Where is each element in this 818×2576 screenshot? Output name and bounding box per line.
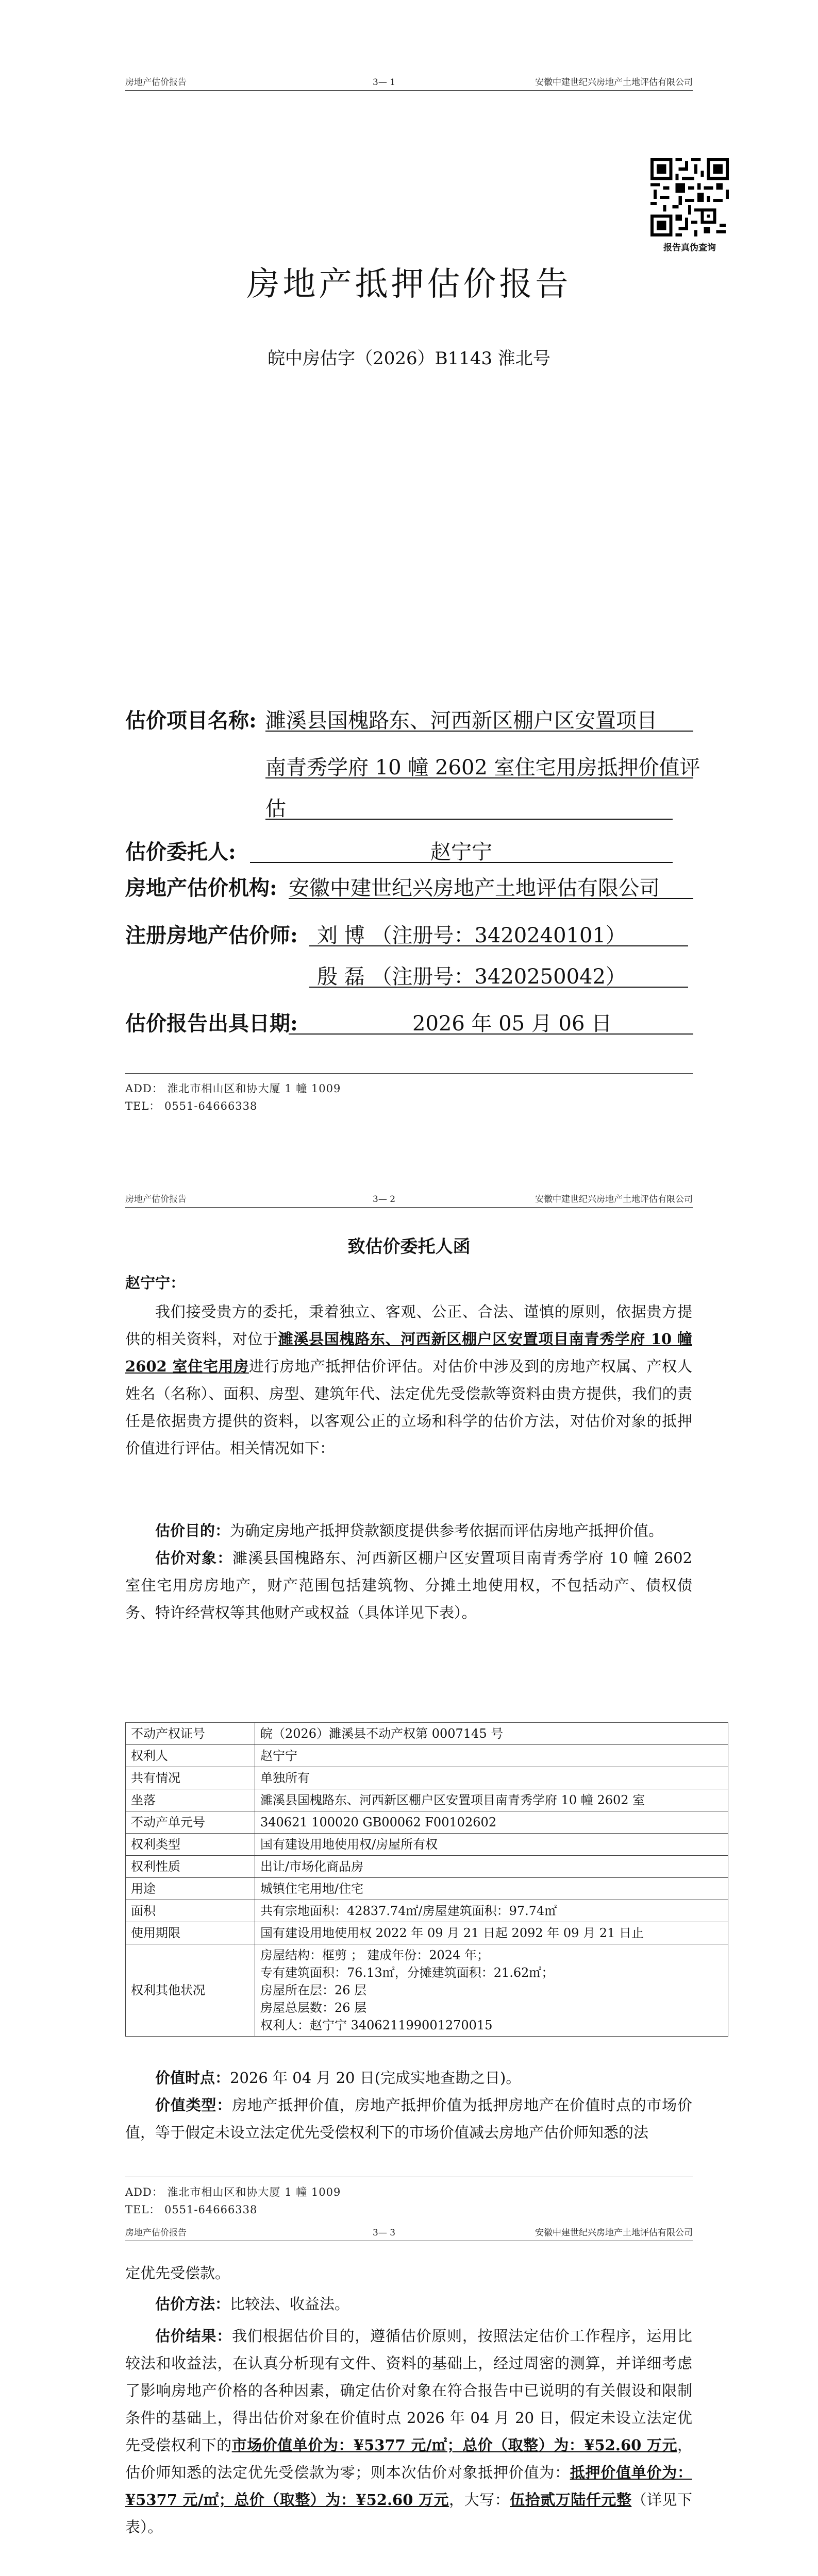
other-status-line: 房屋所在层：26 层 [260,1983,367,1997]
appraiser-2: 殷 磊 （注册号：3420250042） [317,965,626,989]
property-value: 赵宁宁 [255,1745,728,1767]
property-row [126,1922,728,1944]
qr-code-icon[interactable] [650,158,729,236]
other-status-line: 权利人：赵宁宁 340621199001270015 [260,2018,493,2032]
other-status-line: 专有建筑面积：76.13㎡，分摊建筑面积：21.62㎡； [260,1965,554,1980]
underline [265,777,693,778]
project-line-1: 濉溪县国槐路东、河西新区棚户区安置项目 [265,709,657,733]
appraiser-1: 刘 博 （注册号：3420240101） [317,924,626,947]
project-line-3: 估 [265,797,286,821]
underline [309,945,688,946]
property-key: 权利类型 [126,1834,255,1856]
property-row [126,1723,728,1745]
property-key: 共有情况 [126,1767,255,1789]
value-type-continued: 定优先受偿款。 [125,2264,230,2282]
underline [265,819,673,820]
page-header [125,74,693,91]
property-value: 出让/市场化商品房 [255,1856,728,1878]
property-key: 不动产单元号 [126,1811,255,1834]
property-row [126,1767,728,1789]
letter-intro: 我们接受贵方的委托，秉着独立、客观、公正、合法、谨慎的原则，依据贵方提供的相关资料，对位于濉溪县国槐路东、河西新区棚户区安置项目南青秀学府 10 幢 2602 室住宅用房进行房地产抵押估价评估。对估价中涉及到的房地产权属、产权人姓名（名称）、面积、房型、建筑年代、法定优先受偿款等资料由贵方提供，我们的责任是依据贵方提供的资料，以客观公正的立场和科学的估价方法，对估价对象的抵押价值进行评估。相关情况如下： [125,1303,692,1457]
report-title: 房地产抵押估价报告 [246,265,572,303]
letter-title: 致估价委托人函 [347,1236,471,1257]
underline [265,731,693,732]
page-header [125,1191,693,1208]
property-value: 国有建设用地使用权/房屋所有权 [255,1834,728,1856]
client-label: 估价委托人: [125,840,236,864]
header-page-number: 3— 1 [373,77,396,88]
property-row [126,1856,728,1878]
report-number: 皖中房估字（2026）B1143 淮北号 [268,348,550,369]
underline [289,1033,693,1035]
appraiser-label: 注册房地产估价师: [125,923,298,947]
property-value: 濉溪县国槐路东、河西新区棚户区安置项目南青秀学府 10 幢 2602 室 [255,1789,728,1811]
header-rule [125,90,693,91]
underline [289,898,693,899]
agency-label: 房地产估价机构: [125,876,277,900]
footer-tel: TEL： 0551-64666338 [125,1100,258,1112]
header-page-number: 3— 2 [373,1194,396,1205]
date-value: 2026 年 05 月 06 日 [412,1012,612,1036]
header-left: 房地产估价报告 [125,77,187,88]
underline [250,862,673,863]
property-key: 权利性质 [126,1856,255,1878]
property-key: 用途 [126,1878,255,1900]
property-table [125,1722,728,2037]
qr-caption: 报告真伪查询 [663,243,716,253]
property-key: 使用期限 [126,1922,255,1944]
property-value: 皖（2026）濉溪县不动产权第 0007145 号 [255,1723,728,1745]
object-paragraph: 估价对象：濉溪县国槐路东、河西新区棚户区安置项目南青秀学府 10 幢 2602 室住宅用房房地产，财产范围包括建筑物、分摊土地使用权，不包括动产、债权债务、特许经营权等其他财产或权益（具体详见下表）。 [125,1549,692,1621]
property-value: 单独所有 [255,1767,728,1789]
client-value: 赵宁宁 [430,840,492,864]
method-paragraph: 估价方法：比较法、收益法。 [155,2295,350,2313]
property-key: 坐落 [126,1789,255,1811]
footer-address: ADD： 淮北市相山区和协大厦 1 幢 1009 [125,2186,341,2198]
property-value: 国有建设用地使用权 2022 年 09 月 21 日起 2092 年 09 月 21 日止 [255,1922,728,1944]
property-row [126,1878,728,1900]
property-key: 不动产权证号 [126,1723,255,1745]
date-label: 估价报告出具日期: [125,1011,298,1036]
property-value: 340621 100020 GB00062 F00102602 [255,1811,728,1834]
footer-tel: TEL： 0551-64666338 [125,2204,258,2216]
project-label: 估价项目名称: [125,708,257,733]
property-key: 面积 [126,1900,255,1922]
property-row [126,1944,728,2037]
header-company: 安徽中建世纪兴房地产土地评估有限公司 [535,2228,693,2238]
other-status-line: 房屋结构：框剪 ； 建成年份：2024 年； [260,1948,489,1962]
property-row [126,1811,728,1834]
header-company: 安徽中建世纪兴房地产土地评估有限公司 [535,1194,693,1205]
property-key: 权利其他状况 [126,1944,255,2037]
underline [309,987,688,988]
property-value [255,1944,728,2037]
footer-address: ADD： 淮北市相山区和协大厦 1 幢 1009 [125,1082,341,1095]
agency-value: 安徽中建世纪兴房地产土地评估有限公司 [289,876,660,900]
header-company: 安徽中建世纪兴房地产土地评估有限公司 [535,77,693,88]
property-row [126,1900,728,1922]
page-footer [125,1073,693,1115]
header-left: 房地产估价报告 [125,2228,187,2238]
page-footer [125,2177,693,2218]
property-value: 城镇住宅用地/住宅 [255,1878,728,1900]
property-row [126,1789,728,1811]
header-left: 房地产估价报告 [125,1194,187,1205]
purpose-paragraph: 估价目的：为确定房地产抵押贷款额度提供参考依据而评估房地产抵押价值。 [155,1522,664,1539]
property-row [126,1834,728,1856]
property-key: 权利人 [126,1745,255,1767]
page-header [125,2225,693,2241]
property-row [126,1745,728,1767]
header-page-number: 3— 3 [373,2228,396,2238]
header-rule [125,1207,693,1208]
project-line-2: 南青秀学府 10 幢 2602 室住宅用房抵押价值评 [265,756,700,779]
other-status-line: 房屋总层数：26 层 [260,2001,367,2015]
result-paragraph: 估价结果：我们根据估价目的，遵循估价原则，按照法定估价工作程序，运用比较法和收益法，在认真分析现有文件、资料的基础上，经过周密的测算，并详细考虑了影响房地产价格的各种因素，确定估价对象在符合报告中已说明的有关假设和限制条件的基础上，得出估价对象在价值时点 2026 年 04 月 20 日，假定未设立法定优先受偿权利下的市场价值单价为：¥5377 元/㎡；总价（取整）为：¥52.60 万元，估价师知悉的法定优先受偿款为零；则本次估价对象抵押价值为：抵押价值单价为：¥5377 元/㎡；总价（取整）为：¥52.60 万元，大写：伍拾贰万陆仟元整（详见下表）。 [125,2327,692,2536]
value-date-paragraph: 价值时点：2026 年 04 月 20 日(完成实地查勘之日)。 [155,2069,521,2087]
value-type-paragraph: 价值类型：房地产抵押价值，房地产抵押价值为抵押房地产在价值时点的市场价值，等于假定未设立法定优先受偿权利下的市场价值减去房地产估价师知悉的法 [125,2096,692,2141]
object-highlight: 濉溪县国槐路东、河西新区棚户区安置项目南青秀学府 10 幢 2602 室住宅用房 [125,1330,692,1375]
letter-salutation: 赵宁宁： [125,1274,186,1292]
property-value: 共有宗地面积：42837.74㎡/房屋建筑面积：97.74㎡ [255,1900,728,1922]
